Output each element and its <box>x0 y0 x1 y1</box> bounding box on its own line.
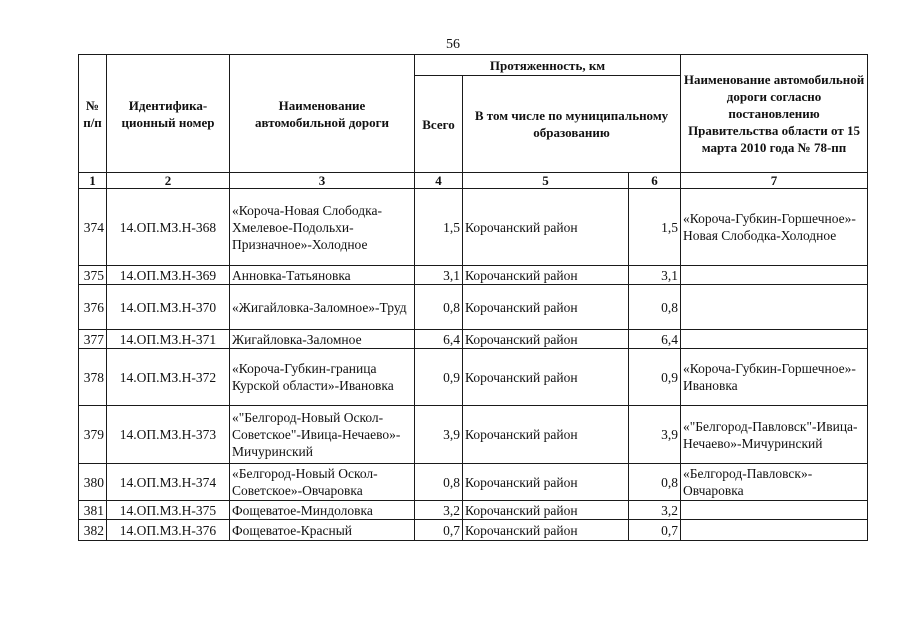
municipal-district: Корочанский район <box>463 189 629 266</box>
length-municipal: 0,9 <box>629 349 681 406</box>
header-gov-name: Наименование автомобильной дороги согласно постановлению Правительства области от 15 марта 2010 года № 78-пп <box>681 55 868 173</box>
length-total: 0,8 <box>415 285 463 330</box>
header-municipal: В том числе по муниципальному образованию <box>463 76 681 173</box>
length-municipal: 0,7 <box>629 520 681 541</box>
municipal-district: Корочанский район <box>463 501 629 520</box>
column-number: 7 <box>681 173 868 189</box>
length-municipal: 0,8 <box>629 464 681 501</box>
column-numbers-row <box>79 173 868 189</box>
header-length: Протяженность, км <box>415 55 681 76</box>
column-number: 4 <box>415 173 463 189</box>
gov-road-name: «Белгород-Павловск»-Овчаровка <box>681 464 868 501</box>
road-id: 14.ОП.МЗ.Н-368 <box>107 189 230 266</box>
municipal-district: Корочанский район <box>463 285 629 330</box>
row-number: 377 <box>79 330 107 349</box>
column-number: 5 <box>463 173 629 189</box>
row-number: 376 <box>79 285 107 330</box>
municipal-district: Корочанский район <box>463 349 629 406</box>
table-row <box>79 406 868 464</box>
length-total: 6,4 <box>415 330 463 349</box>
road-name: Анновка-Татьяновка <box>230 266 415 285</box>
column-number: 3 <box>230 173 415 189</box>
gov-road-name: «"Белгород-Павловск"-Ивица-Нечаево»-Мичуринский <box>681 406 868 464</box>
municipal-district: Корочанский район <box>463 406 629 464</box>
road-name: «Короча-Губкин-граница Курской области»-Ивановка <box>230 349 415 406</box>
row-number: 382 <box>79 520 107 541</box>
length-municipal: 3,1 <box>629 266 681 285</box>
road-name: «Белгород-Новый Оскол-Советское»-Овчаровка <box>230 464 415 501</box>
road-id: 14.ОП.МЗ.Н-373 <box>107 406 230 464</box>
length-municipal: 6,4 <box>629 330 681 349</box>
municipal-district: Корочанский район <box>463 330 629 349</box>
road-id: 14.ОП.МЗ.Н-370 <box>107 285 230 330</box>
header-road-name: Наименование автомобильной дороги <box>230 55 415 173</box>
road-id: 14.ОП.МЗ.Н-372 <box>107 349 230 406</box>
gov-road-name: «Короча-Губкин-Горшечное»-Новая Слободка-Холодное <box>681 189 868 266</box>
road-name: Фощеватое-Миндоловка <box>230 501 415 520</box>
municipal-district: Корочанский район <box>463 266 629 285</box>
length-municipal: 1,5 <box>629 189 681 266</box>
length-total: 0,7 <box>415 520 463 541</box>
length-municipal: 3,9 <box>629 406 681 464</box>
road-name: «"Белгород-Новый Оскол-Советское"-Ивица-Нечаево»-Мичуринский <box>230 406 415 464</box>
page-number: 56 <box>446 37 460 52</box>
gov-road-name <box>681 285 868 330</box>
length-total: 3,2 <box>415 501 463 520</box>
row-number: 375 <box>79 266 107 285</box>
table-row <box>79 349 868 406</box>
table-row <box>79 501 868 520</box>
length-total: 1,5 <box>415 189 463 266</box>
municipal-district: Корочанский район <box>463 520 629 541</box>
gov-road-name: «Короча-Губкин-Горшечное»-Ивановка <box>681 349 868 406</box>
length-total: 3,1 <box>415 266 463 285</box>
length-municipal: 0,8 <box>629 285 681 330</box>
header-id: Идентифика-ционный номер <box>107 55 230 173</box>
table-row <box>79 266 868 285</box>
road-id: 14.ОП.МЗ.Н-371 <box>107 330 230 349</box>
column-number: 6 <box>629 173 681 189</box>
row-number: 379 <box>79 406 107 464</box>
header-row <box>79 55 868 76</box>
gov-road-name <box>681 330 868 349</box>
header-num: № п/п <box>79 55 107 173</box>
roads-table <box>78 54 868 541</box>
length-total: 3,9 <box>415 406 463 464</box>
gov-road-name <box>681 266 868 285</box>
table-row <box>79 330 868 349</box>
length-municipal: 3,2 <box>629 501 681 520</box>
length-total: 0,8 <box>415 464 463 501</box>
gov-road-name <box>681 501 868 520</box>
table-row <box>79 285 868 330</box>
road-id: 14.ОП.МЗ.Н-376 <box>107 520 230 541</box>
column-number: 2 <box>107 173 230 189</box>
row-number: 380 <box>79 464 107 501</box>
gov-road-name <box>681 520 868 541</box>
road-name: Фощеватое-Красный <box>230 520 415 541</box>
length-total: 0,9 <box>415 349 463 406</box>
row-number: 381 <box>79 501 107 520</box>
table-row <box>79 520 868 541</box>
road-name: «Жигайловка-Заломное»-Труд <box>230 285 415 330</box>
road-name: «Короча-Новая Слободка-Хмелевое-Подольхи-Призначное»-Холодное <box>230 189 415 266</box>
row-number: 378 <box>79 349 107 406</box>
table-row <box>79 189 868 266</box>
municipal-district: Корочанский район <box>463 464 629 501</box>
road-id: 14.ОП.МЗ.Н-369 <box>107 266 230 285</box>
column-number: 1 <box>79 173 107 189</box>
table-row <box>79 464 868 501</box>
header-total: Всего <box>415 76 463 173</box>
road-id: 14.ОП.МЗ.Н-374 <box>107 464 230 501</box>
row-number: 374 <box>79 189 107 266</box>
road-id: 14.ОП.МЗ.Н-375 <box>107 501 230 520</box>
road-name: Жигайловка-Заломное <box>230 330 415 349</box>
